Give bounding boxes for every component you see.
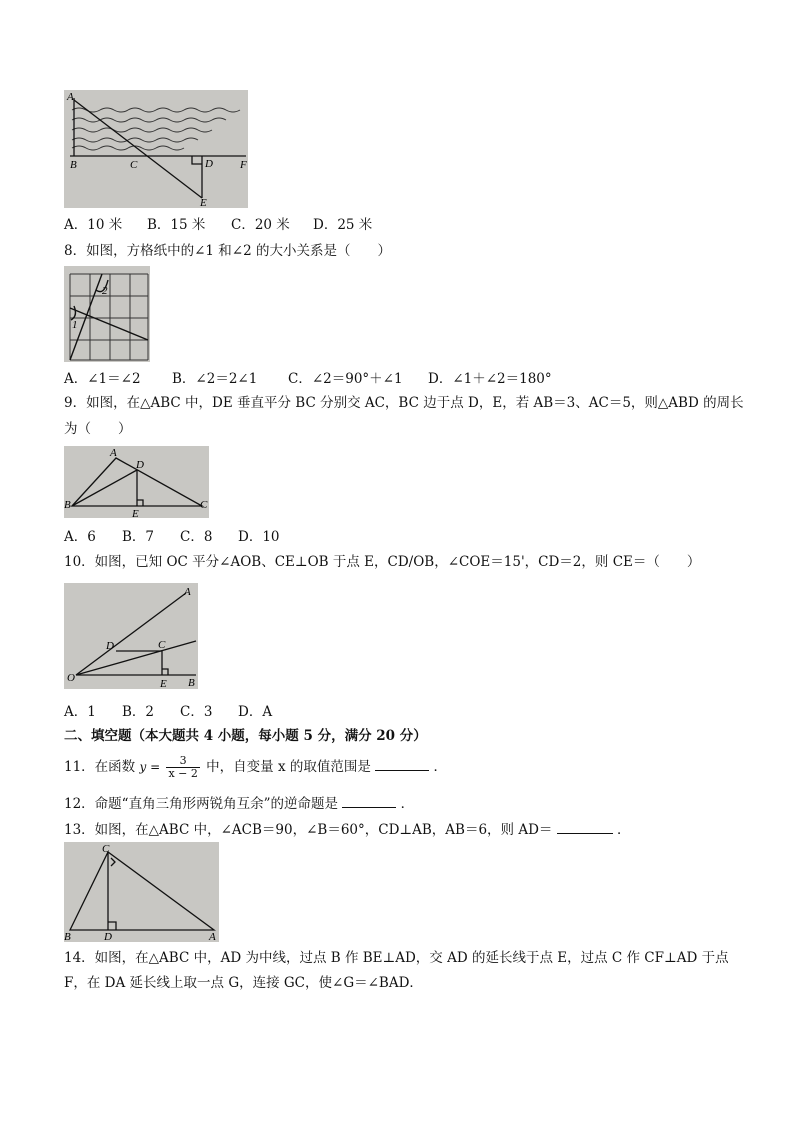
q7-option-a: A．10 米 bbox=[64, 217, 123, 233]
section-2-heading: 二、填空题（本大题共 4 小题，每小题 5 分，满分 20 分） bbox=[64, 728, 427, 744]
q11-answer-blank[interactable] bbox=[375, 756, 429, 771]
q9-option-c: C．8 bbox=[180, 529, 213, 545]
q9-option-b: B．7 bbox=[122, 529, 155, 545]
q8-option-d: D．∠1＋∠2＝180° bbox=[428, 371, 552, 387]
q10-figure bbox=[64, 583, 198, 689]
q9-label-C: C bbox=[200, 499, 208, 511]
q11-end: ． bbox=[433, 759, 447, 775]
q8-stem: 8．如图，方格纸中的∠1 和∠2 的大小关系是（ ） bbox=[64, 243, 391, 259]
q10-label-O: O bbox=[67, 672, 75, 684]
q12-answer-blank[interactable] bbox=[342, 793, 396, 808]
q7-label-C: C bbox=[130, 159, 138, 171]
q8-option-c: C．∠2＝90°＋∠1 bbox=[288, 371, 403, 387]
q10-option-a: A．1 bbox=[64, 704, 96, 720]
q13-label-A: A bbox=[209, 931, 216, 942]
q9-stem-line1: 9．如图，在△ABC 中，DE 垂直平分 BC 分别交 AC，BC 边于点 D，E，若 AB＝3、AC＝5，则△ABD 的周长 bbox=[64, 395, 744, 411]
q7-option-d: D．25 米 bbox=[313, 217, 373, 233]
q10-stem: 10．如图，已知 OC 平分∠AOB、CE⊥OB 于点 E，CD/OB，∠COE＝15'，CD＝2，则 CE＝（ ） bbox=[64, 554, 701, 570]
q13-label-C: C bbox=[102, 843, 110, 855]
q13-figure bbox=[64, 842, 219, 942]
q12-stem: 12．命题“直角三角形两锐角互余”的逆命题是 bbox=[64, 796, 338, 812]
q7-option-c: C．20 米 bbox=[231, 217, 290, 233]
q11-fraction bbox=[166, 755, 199, 780]
q13-end: ． bbox=[617, 822, 631, 838]
q9-option-a: A．6 bbox=[64, 529, 96, 545]
q7-label-F: F bbox=[240, 159, 247, 171]
q10-label-C: C bbox=[158, 639, 166, 651]
q10-label-A: A bbox=[184, 586, 191, 598]
q11-text bbox=[64, 752, 447, 782]
q9-label-D: D bbox=[136, 459, 144, 471]
q14-line2: F，在 DA 延长线上取一点 G，连接 GC，使∠G＝∠BAD． bbox=[64, 975, 423, 991]
q11-y-eq: y = bbox=[139, 760, 161, 774]
q7-option-b: B．15 米 bbox=[147, 217, 206, 233]
q12-end: ． bbox=[400, 796, 415, 812]
q13-answer-blank[interactable] bbox=[557, 819, 613, 834]
q10-option-d: D．A bbox=[238, 704, 273, 720]
q10-label-D: D bbox=[106, 640, 114, 652]
q8-label-2: 2 bbox=[102, 285, 108, 297]
q9-stem-line2: 为（ ） bbox=[64, 421, 132, 437]
q10-option-b: B．2 bbox=[122, 704, 155, 720]
q11-prefix: 11．在函数 bbox=[64, 759, 136, 775]
q8-option-a: A．∠1＝∠2 bbox=[64, 371, 141, 387]
q12-text bbox=[64, 793, 414, 813]
q7-figure bbox=[64, 90, 248, 208]
q11-numerator: 3 bbox=[166, 755, 199, 768]
q7-label-D: D bbox=[205, 158, 213, 170]
q9-label-A: A bbox=[110, 447, 117, 459]
q9-label-E: E bbox=[132, 508, 139, 518]
q7-label-A: A bbox=[67, 91, 74, 103]
q11-suffix: 中，自变量 x 的取值范围是 bbox=[206, 759, 371, 775]
q13-text bbox=[64, 819, 631, 839]
q13-stem: 13．如图，在△ABC 中，∠ACB＝90，∠B＝60°，CD⊥AB，AB＝6，则 AD＝ bbox=[64, 822, 553, 838]
q11-denominator: x − 2 bbox=[168, 767, 198, 780]
q9-figure bbox=[64, 446, 209, 518]
q13-label-B: B bbox=[64, 931, 71, 942]
q9-option-d: D．10 bbox=[238, 529, 280, 545]
q13-label-D: D bbox=[104, 931, 112, 942]
q8-label-1: 1 bbox=[72, 319, 78, 331]
q10-label-E: E bbox=[160, 678, 167, 689]
q8-option-b: B．∠2＝2∠1 bbox=[172, 371, 258, 387]
q10-option-c: C．3 bbox=[180, 704, 213, 720]
q8-figure bbox=[64, 266, 150, 362]
q10-label-B: B bbox=[188, 677, 195, 689]
q9-label-B: B bbox=[64, 499, 71, 511]
q7-label-E: E bbox=[200, 197, 207, 208]
q14-line1: 14．如图，在△ABC 中，AD 为中线，过点 B 作 BE⊥AD，交 AD 的延长线于点 E，过点 C 作 CF⊥AD 于点 bbox=[64, 950, 729, 966]
q7-label-B: B bbox=[70, 159, 77, 171]
